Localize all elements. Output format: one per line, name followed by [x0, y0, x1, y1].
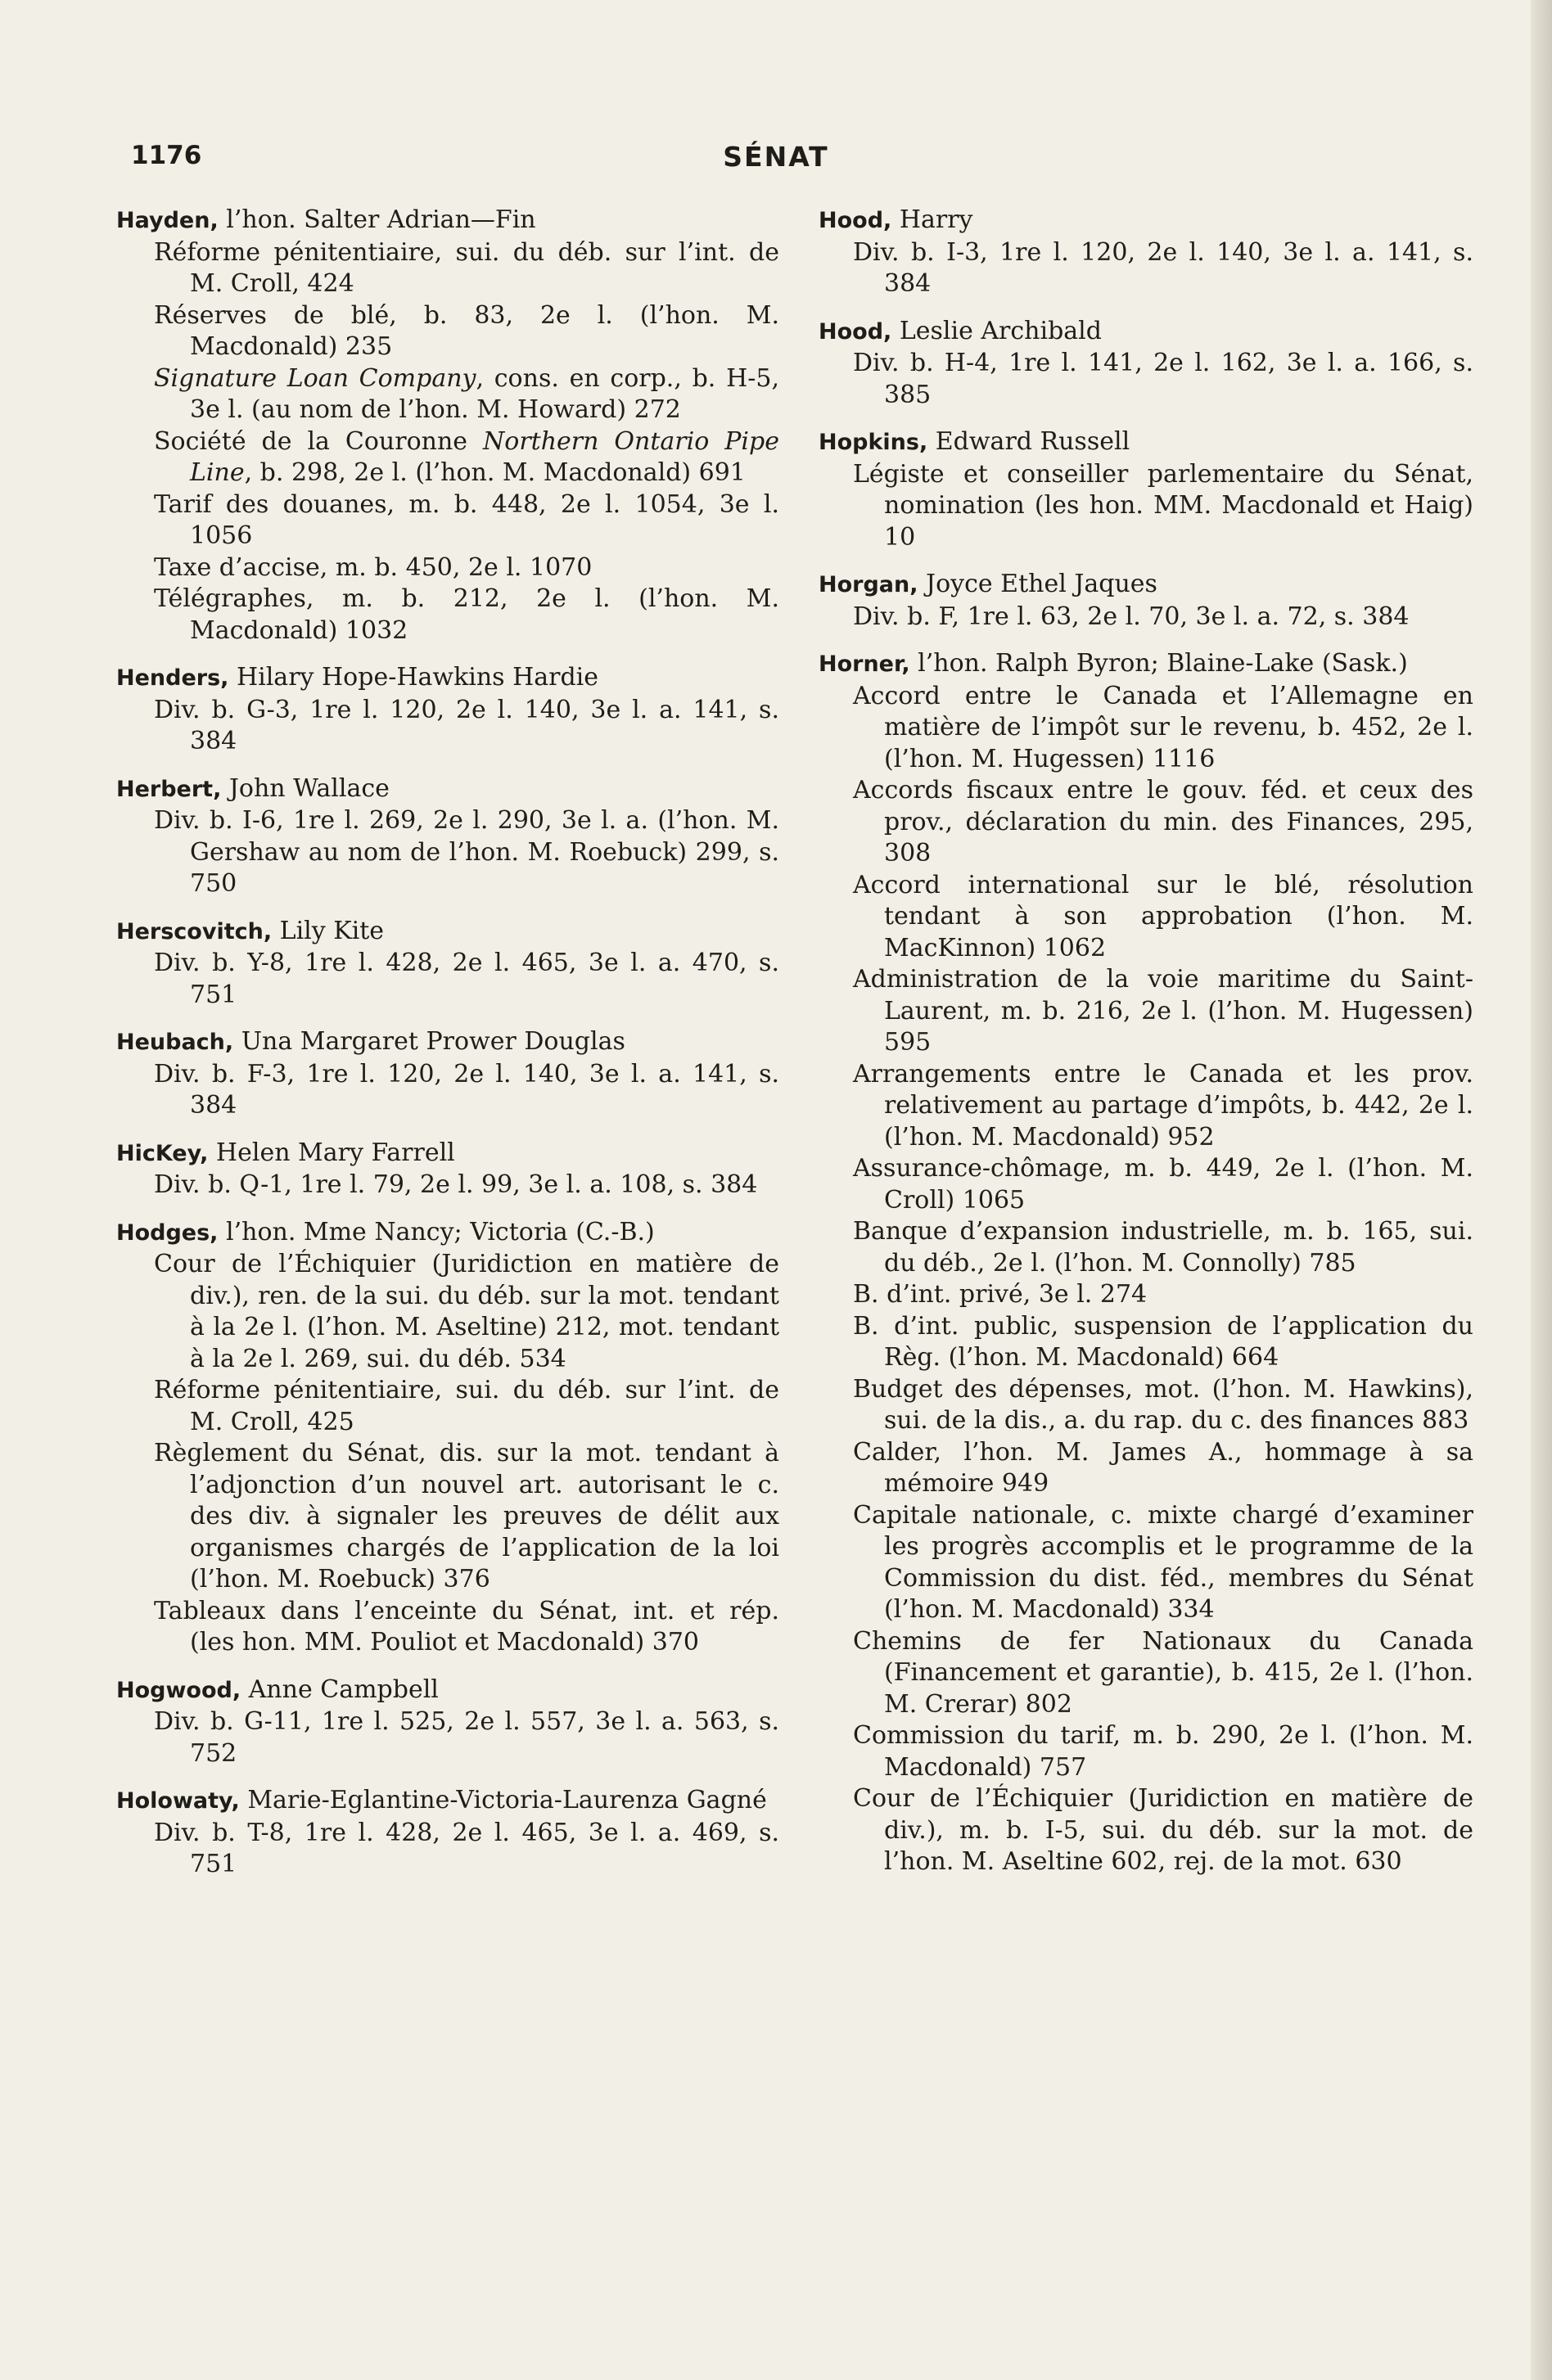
- entry-heading: [116, 1026, 779, 1059]
- entry-subitem: Div. b. Q-1, 1re l. 79, 2e l. 99, 3e l. a. 108, s. 384: [154, 1170, 758, 1199]
- entry-subitem: Div. b. Y-8, 1re l. 428, 2e l. 465, 3e l. a. 470, s. 751: [154, 949, 779, 1009]
- index-entry: [116, 916, 779, 1012]
- entry-subitem: Div. b. I-3, 1re l. 120, 2e l. 140, 3e l. a. 141, s. 384: [853, 237, 1473, 298]
- entry-surname: HicKey,: [116, 1140, 209, 1166]
- page-header: [131, 141, 1421, 182]
- entry-heading: [819, 426, 1473, 459]
- entry-subitem: Accords fiscaux entre le gouv. féd. et ceux des prov., déclaration du min. des Finances, 295, 308: [853, 776, 1473, 868]
- index-entry: [819, 648, 1473, 1878]
- entry-given-names: Marie-Eglantine-Victoria-Laurenza Gagné: [239, 1786, 767, 1814]
- index-entry: [116, 1785, 779, 1881]
- index-entry: [116, 1138, 779, 1201]
- entry-surname: Horgan,: [819, 572, 918, 597]
- entry-subitem: Tarif des douanes, m. b. 448, 2e l. 1054, 3e l. 1056: [154, 489, 779, 550]
- entry-subitem: Signature Loan Company, cons. en corp., b. H-5, 3e l. (au nom de l’hon. M. Howard) 272: [154, 363, 779, 424]
- entry-subitem: Cour de l’Échiquier (Juridiction en matière de div.), m. b. I-5, sui. du déb. sur la mot. de l’hon. M. Aseltine 602, rej. de la mot. 630: [853, 1784, 1473, 1876]
- entry-subitem: B. d’int. public, suspension de l’application du Règ. (l’hon. M. Macdonald) 664: [853, 1311, 1473, 1372]
- entry-given-names: Joyce Ethel Jaques: [918, 570, 1157, 598]
- entry-heading: [116, 662, 779, 695]
- entry-given-names: l’hon. Mme Nancy; Victoria (C.-B.): [218, 1217, 655, 1246]
- page-title: SÉNAT: [723, 141, 829, 173]
- entry-surname: Hogwood,: [116, 1677, 241, 1703]
- entry-heading: [116, 773, 779, 806]
- index-entry: [116, 662, 779, 758]
- entry-subitem: B. d’int. privé, 3e l. 274: [853, 1280, 1148, 1309]
- index-entry: [116, 1217, 779, 1659]
- entry-given-names: l’hon. Salter Adrian—Fin: [218, 205, 536, 234]
- entry-subitem: Tableaux dans l’enceinte du Sénat, int. et rép. (les hon. MM. Pouliot et Macdonald) 370: [154, 1596, 779, 1657]
- entry-given-names: Helen Mary Farrell: [208, 1138, 455, 1167]
- entry-heading: [116, 1217, 779, 1250]
- entry-heading: [116, 1675, 779, 1707]
- entry-subitem: Assurance-chômage, m. b. 449, 2e l. (l’hon. M. Croll) 1065: [853, 1154, 1473, 1215]
- entry-subitem: Télégraphes, m. b. 212, 2e l. (l’hon. M. Macdonald) 1032: [154, 584, 779, 645]
- entry-given-names: Una Margaret Prower Douglas: [233, 1027, 625, 1056]
- entry-subitem: Div. b. H-4, 1re l. 141, 2e l. 162, 3e l. a. 166, s. 385: [853, 349, 1473, 409]
- entry-heading: [819, 648, 1473, 681]
- entry-subitem: Légiste et conseiller parlementaire du Sénat, nomination (les hon. MM. Macdonald et Haig) 10: [853, 459, 1473, 552]
- entry-given-names: Lily Kite: [272, 916, 385, 945]
- entry-surname: Hood,: [819, 318, 892, 345]
- entry-heading: [116, 205, 779, 237]
- entry-subitem: Règlement du Sénat, dis. sur la mot. tendant à l’adjonction d’un nouvel art. autorisant le c. des div. à signaler les preuves de délit aux organismes chargés de l’application de la loi (l’hon. M. Roebuck) 376: [154, 1439, 779, 1593]
- entry-subitem: Réforme pénitentiaire, sui. du déb. sur l’int. de M. Croll, 425: [154, 1376, 779, 1436]
- entry-surname: Hood,: [819, 208, 892, 233]
- page-number: 1176: [131, 141, 202, 170]
- entry-subitem: Arrangements entre le Canada et les prov. relativement au partage d’impôts, b. 442, 2e l. (l’hon. M. Macdonald) 952: [853, 1059, 1473, 1152]
- entry-surname: Heubach,: [116, 1030, 234, 1055]
- entry-subitem: Div. b. G-3, 1re l. 120, 2e l. 140, 3e l. a. 141, s. 384: [154, 695, 779, 755]
- entry-subitem: Administration de la voie maritime du Saint-Laurent, m. b. 216, 2e l. (l’hon. M. Hugessen) 595: [853, 965, 1473, 1057]
- entry-subitem: Budget des dépenses, mot. (l’hon. M. Hawkins), sui. de la dis., a. du rap. du c. des finances 883: [853, 1374, 1473, 1435]
- index-entry: [819, 316, 1473, 412]
- entry-subitem: Chemins de fer Nationaux du Canada (Financement et garantie), b. 415, 2e l. (l’hon. M. Crerar) 802: [853, 1626, 1473, 1719]
- entry-given-names: Harry: [891, 205, 973, 234]
- entry-surname: Hayden,: [116, 208, 219, 233]
- entry-subitem: Capitale nationale, c. mixte chargé d’examiner les progrès accomplis et le programme de la Commission du dist. féd., membres du Sénat (l’hon. M. Macdonald) 334: [853, 1500, 1473, 1624]
- entry-subitem: Réserves de blé, b. 83, 2e l. (l’hon. M. Macdonald) 235: [154, 300, 779, 361]
- index-entry: [116, 1026, 779, 1122]
- entry-subitem: Div. b. F, 1re l. 63, 2e l. 70, 3e l. a. 72, s. 384: [853, 602, 1410, 631]
- index-entry: [116, 205, 779, 647]
- index-column-left: [116, 205, 779, 1896]
- entry-surname: Holowaty,: [116, 1788, 240, 1814]
- entry-given-names: Hilary Hope-Hawkins Hardie: [228, 663, 599, 692]
- entry-subitem: Div. b. F-3, 1re l. 120, 2e l. 140, 3e l. a. 141, s. 384: [154, 1059, 779, 1120]
- entry-given-names: Anne Campbell: [241, 1675, 439, 1704]
- entry-subitem: Commission du tarif, m. b. 290, 2e l. (l’hon. M. Macdonald) 757: [853, 1721, 1473, 1782]
- entry-heading: [819, 205, 1473, 237]
- entry-surname: Herbert,: [116, 776, 222, 802]
- entry-subitem: Div. b. I-6, 1re l. 269, 2e l. 290, 3e l. a. (l’hon. M. Gershaw au nom de l’hon. M. Roebuck) 299, s. 750: [154, 806, 779, 898]
- entry-subitem: Banque d’expansion industrielle, m. b. 165, sui. du déb., 2e l. (l’hon. M. Connolly) 785: [853, 1217, 1473, 1278]
- entry-heading: [116, 1138, 779, 1170]
- index-entry: [819, 426, 1473, 553]
- entry-given-names: Edward Russell: [927, 427, 1130, 456]
- entry-surname: Hopkins,: [819, 430, 928, 455]
- entry-surname: Horner,: [819, 651, 910, 677]
- index-entry: [819, 205, 1473, 300]
- page-binding-edge: [1531, 0, 1552, 2380]
- entry-surname: Henders,: [116, 665, 229, 691]
- entry-heading: [116, 1785, 779, 1818]
- entry-heading: [819, 569, 1473, 602]
- entry-subitem: Div. b. G-11, 1re l. 525, 2e l. 557, 3e l. a. 563, s. 752: [154, 1707, 779, 1768]
- entry-subitem: Div. b. T-8, 1re l. 428, 2e l. 465, 3e l. a. 469, s. 751: [154, 1818, 779, 1878]
- entry-subitem: Réforme pénitentiaire, sui. du déb. sur l’int. de M. Croll, 424: [154, 237, 779, 298]
- index-entry: [116, 1675, 779, 1770]
- entry-subitem: Société de la Couronne Northern Ontario Pipe Line, b. 298, 2e l. (l’hon. M. Macdonald) 691: [154, 426, 779, 487]
- entry-given-names: l’hon. Ralph Byron; Blaine-Lake (Sask.): [909, 649, 1408, 678]
- entry-given-names: John Wallace: [221, 773, 390, 803]
- entry-subitem: Accord entre le Canada et l’Allemagne en matière de l’impôt sur le revenu, b. 452, 2e l. (l’hon. M. Hugessen) 1116: [853, 681, 1473, 773]
- entry-subitem: Cour de l’Échiquier (Juridiction en matière de div.), ren. de la sui. du déb. sur la mot. tendant à la 2e l. (l’hon. M. Aseltine) 212, mot. tendant à la 2e l. 269, sui. du déb. 534: [154, 1250, 779, 1373]
- entry-heading: [116, 916, 779, 949]
- index-entry: [819, 569, 1473, 633]
- entry-subitem: Calder, l’hon. M. James A., hommage à sa mémoire 949: [853, 1437, 1473, 1498]
- entry-subitem: Taxe d’accise, m. b. 450, 2e l. 1070: [154, 552, 593, 582]
- entry-surname: Hodges,: [116, 1219, 219, 1246]
- entry-heading: [819, 316, 1473, 349]
- index-column-right: [819, 205, 1473, 1894]
- entry-given-names: Leslie Archibald: [891, 316, 1102, 345]
- index-entry: [116, 773, 779, 900]
- entry-subitem: Accord international sur le blé, résolution tendant à son approbation (l’hon. M. MacKinnon) 1062: [853, 870, 1473, 962]
- entry-surname: Herscovitch,: [116, 918, 273, 944]
